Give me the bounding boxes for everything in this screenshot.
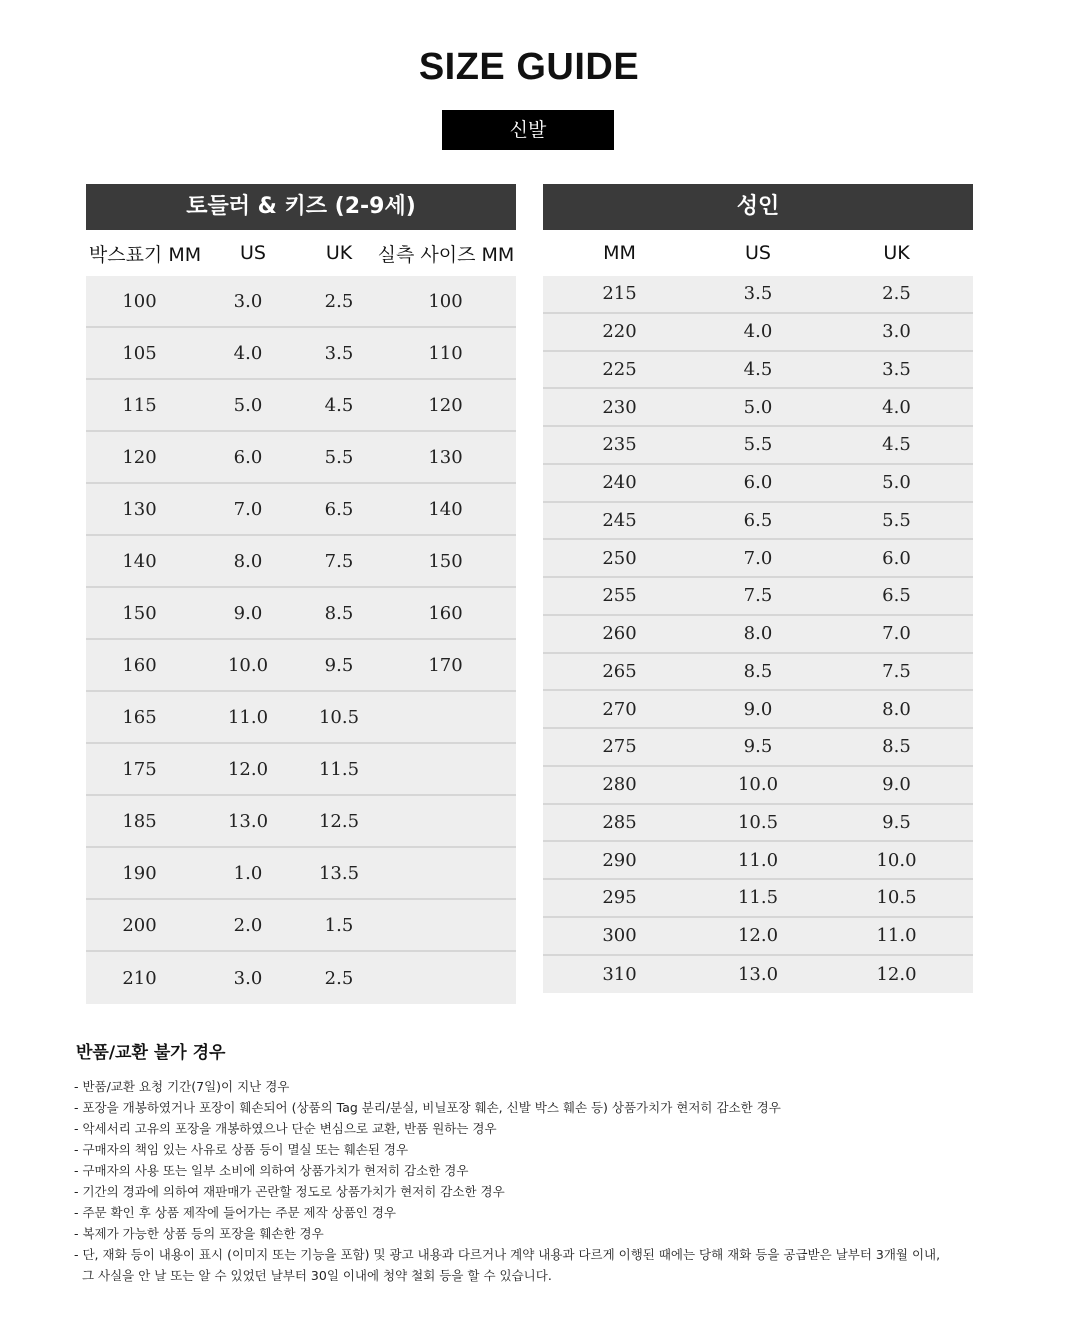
kids-column-headers <box>86 230 516 276</box>
kids-cell: 150 <box>122 602 157 624</box>
kids-cell: 4.5 <box>324 394 354 416</box>
kids-cell: 6.0 <box>233 446 263 468</box>
table-row <box>543 616 973 654</box>
kids-cell: 6.5 <box>324 498 354 520</box>
kids-cell: 160 <box>122 654 157 676</box>
adult-cell: 255 <box>602 585 637 607</box>
adult-cell: 260 <box>602 623 637 645</box>
adult-cell: 6.0 <box>882 547 911 569</box>
kids-cell: 1.5 <box>324 914 354 936</box>
table-row <box>543 729 973 767</box>
adult-cell: 8.5 <box>743 660 773 682</box>
kids-cell: 9.5 <box>324 654 354 676</box>
kids-cell: 12.0 <box>227 758 269 780</box>
table-row <box>543 276 973 314</box>
adult-cell: 3.5 <box>882 358 911 380</box>
adult-cell: 230 <box>602 396 637 418</box>
kids-cell: 185 <box>122 810 157 832</box>
adult-cell: 290 <box>602 849 637 871</box>
table-row <box>543 654 973 692</box>
adult-cell: 7.5 <box>743 585 773 607</box>
table-row <box>543 465 973 503</box>
kids-cell: 120 <box>428 394 463 416</box>
kids-cell: 3.0 <box>233 290 263 312</box>
kids-cell: 140 <box>122 550 157 572</box>
kids-cell: 7.0 <box>233 498 263 520</box>
list-item: - 기간의 경과에 의하여 재판매가 곤란할 정도로 상품가치가 현저히 감소한 경우 <box>74 1184 505 1199</box>
kids-cell: 130 <box>122 498 157 520</box>
table-row <box>86 796 516 848</box>
table-row <box>86 380 516 432</box>
kids-col-actual-mm: 실측 사이즈 MM <box>377 243 515 266</box>
adult-cell: 3.0 <box>882 321 911 343</box>
adult-cell: 4.5 <box>743 358 773 380</box>
adult-cell: 250 <box>602 547 637 569</box>
kids-cell: 8.0 <box>233 550 263 572</box>
list-item: - 주문 확인 후 상품 제작에 들어가는 주문 제작 상품인 경우 <box>74 1205 396 1220</box>
adult-cell: 270 <box>602 698 637 720</box>
table-row <box>543 427 973 465</box>
kids-cell: 130 <box>428 446 463 468</box>
adult-cell: 295 <box>602 887 637 909</box>
table-row <box>543 352 973 390</box>
adult-cell: 5.5 <box>882 509 911 531</box>
adult-cell: 10.5 <box>876 887 917 909</box>
kids-cell: 2.5 <box>324 290 354 312</box>
kids-cell: 11.5 <box>318 758 360 780</box>
adult-cell: 245 <box>602 509 637 531</box>
table-row <box>543 842 973 880</box>
adult-size-table <box>543 184 973 993</box>
table-row <box>86 692 516 744</box>
adult-table-body <box>543 276 973 993</box>
adult-cell: 280 <box>602 774 637 796</box>
kids-size-table <box>86 184 516 1004</box>
adult-cell: 7.0 <box>882 623 911 645</box>
adult-cell: 12.0 <box>876 963 917 985</box>
kids-cell: 105 <box>122 342 157 364</box>
kids-cell: 13.0 <box>227 810 269 832</box>
adult-cell: 5.5 <box>743 434 773 456</box>
kids-cell: 210 <box>122 967 157 989</box>
notice-title: 반품/교환 불가 경우 <box>76 1043 226 1063</box>
adult-cell: 4.5 <box>882 434 911 456</box>
notice-list <box>74 1076 1014 1286</box>
kids-cell: 100 <box>428 290 463 312</box>
adult-cell: 5.0 <box>743 396 773 418</box>
tab-shoes[interactable]: 신발 <box>442 110 614 150</box>
adult-col-us: US <box>745 242 771 264</box>
kids-cell: 5.5 <box>324 446 354 468</box>
table-row <box>86 640 516 692</box>
kids-cell: 2.0 <box>233 914 263 936</box>
kids-cell: 165 <box>122 706 157 728</box>
adult-cell: 300 <box>602 925 637 947</box>
kids-col-uk: UK <box>325 242 353 264</box>
list-item: - 구매자의 사용 또는 일부 소비에 의하여 상품가치가 현저히 감소한 경우 <box>74 1163 469 1178</box>
kids-cell: 110 <box>428 342 463 364</box>
kids-cell: 2.5 <box>324 967 354 989</box>
kids-cell: 150 <box>428 550 463 572</box>
adult-cell: 215 <box>602 283 637 305</box>
table-row <box>543 314 973 352</box>
adult-cell: 240 <box>602 472 637 494</box>
kids-table-body <box>86 276 516 1004</box>
kids-cell: 190 <box>122 862 157 884</box>
table-row <box>543 956 973 994</box>
adult-cell: 4.0 <box>743 321 773 343</box>
adult-column-headers <box>543 230 973 276</box>
table-row <box>543 503 973 541</box>
table-row <box>86 744 516 796</box>
adult-cell: 13.0 <box>737 963 779 985</box>
adult-cell: 10.5 <box>737 811 779 833</box>
list-item: - 구매자의 책임 있는 사유로 상품 등이 멸실 또는 훼손된 경우 <box>74 1142 409 1157</box>
table-row <box>86 848 516 900</box>
table-row <box>543 805 973 843</box>
table-row <box>86 952 516 1004</box>
kids-cell: 3.5 <box>324 342 354 364</box>
kids-cell: 7.5 <box>324 550 354 572</box>
kids-cell: 4.0 <box>233 342 263 364</box>
adult-cell: 235 <box>602 434 637 456</box>
list-item: - 반품/교환 요청 기간(7일)이 지난 경우 <box>74 1079 290 1094</box>
table-row <box>543 918 973 956</box>
adult-col-uk: UK <box>883 242 910 264</box>
kids-cell: 100 <box>122 290 157 312</box>
adult-col-mm: MM <box>603 242 636 264</box>
adult-table-header: 성인 <box>543 184 973 230</box>
adult-cell: 275 <box>602 736 637 758</box>
adult-cell: 8.0 <box>882 698 911 720</box>
kids-cell: 9.0 <box>233 602 263 624</box>
adult-cell: 220 <box>602 321 637 343</box>
adult-cell: 11.5 <box>737 887 779 909</box>
adult-cell: 225 <box>602 358 637 380</box>
table-row <box>86 276 516 328</box>
kids-cell: 11.0 <box>227 706 269 728</box>
adult-cell: 7.0 <box>743 547 773 569</box>
table-row <box>86 900 516 952</box>
table-row <box>543 691 973 729</box>
adult-cell: 11.0 <box>876 925 917 947</box>
table-row <box>86 328 516 380</box>
kids-cell: 170 <box>428 654 463 676</box>
kids-cell: 200 <box>122 914 157 936</box>
table-row <box>543 578 973 616</box>
list-item: - 단, 재화 등이 내용이 표시 (이미지 또는 기능을 포함) 및 광고 내용과 다르거나 계약 내용과 다르게 이행된 때에는 당해 재화 등을 공급받은 날부터 3개월 이내, <box>74 1247 941 1262</box>
kids-cell: 8.5 <box>324 602 354 624</box>
kids-cell: 175 <box>122 758 157 780</box>
kids-cell: 160 <box>428 602 463 624</box>
table-row <box>543 389 973 427</box>
adult-cell: 4.0 <box>882 396 911 418</box>
kids-cell: 115 <box>122 394 157 416</box>
table-row <box>86 484 516 536</box>
kids-cell: 12.5 <box>318 810 360 832</box>
kids-cell: 10.5 <box>318 706 360 728</box>
adult-cell: 3.5 <box>743 283 773 305</box>
kids-cell: 120 <box>122 446 157 468</box>
kids-cell: 3.0 <box>233 967 263 989</box>
adult-cell: 6.5 <box>743 509 773 531</box>
adult-cell: 265 <box>602 660 637 682</box>
kids-cell: 1.0 <box>233 862 263 884</box>
list-item: - 악세서리 고유의 포장을 개봉하였으나 단순 변심으로 교환, 반품 원하는 경우 <box>74 1121 497 1136</box>
adult-cell: 9.0 <box>743 698 773 720</box>
kids-cell: 10.0 <box>227 654 269 676</box>
adult-cell: 5.0 <box>882 472 911 494</box>
adult-cell: 310 <box>602 963 637 985</box>
list-item: 그 사실을 안 날 또는 알 수 있었던 날부터 30일 이내에 청약 철회 등을 할 수 있습니다. <box>74 1268 552 1283</box>
kids-cell: 5.0 <box>233 394 263 416</box>
kids-cell: 13.5 <box>318 862 360 884</box>
kids-col-box-mm: 박스표기 MM <box>88 243 202 266</box>
adult-cell: 2.5 <box>882 283 911 305</box>
adult-cell: 8.0 <box>743 623 773 645</box>
adult-cell: 9.5 <box>882 811 911 833</box>
table-row <box>543 540 973 578</box>
table-row <box>86 432 516 484</box>
adult-cell: 6.5 <box>882 585 911 607</box>
page-title: SIZE GUIDE <box>418 46 640 88</box>
table-row <box>543 880 973 918</box>
adult-cell: 8.5 <box>882 736 911 758</box>
adult-cell: 10.0 <box>737 774 779 796</box>
list-item: - 복제가 가능한 상품 등의 포장을 훼손한 경우 <box>74 1226 324 1241</box>
adult-cell: 12.0 <box>737 925 779 947</box>
kids-cell: 140 <box>428 498 463 520</box>
adult-cell: 11.0 <box>737 849 779 871</box>
adult-cell: 10.0 <box>876 849 917 871</box>
adult-cell: 6.0 <box>743 472 773 494</box>
adult-cell: 9.5 <box>743 736 773 758</box>
kids-table-header: 토들러 & 키즈 (2-9세) <box>86 184 516 230</box>
list-item: - 포장을 개봉하였거나 포장이 훼손되어 (상품의 Tag 분리/분실, 비닐포장 훼손, 신발 박스 훼손 등) 상품가치가 현저히 감소한 경우 <box>74 1100 781 1115</box>
adult-cell: 9.0 <box>882 774 911 796</box>
table-row <box>543 767 973 805</box>
adult-cell: 7.5 <box>882 660 911 682</box>
table-row <box>86 536 516 588</box>
adult-cell: 285 <box>602 811 637 833</box>
table-row <box>86 588 516 640</box>
kids-col-us: US <box>240 242 266 264</box>
